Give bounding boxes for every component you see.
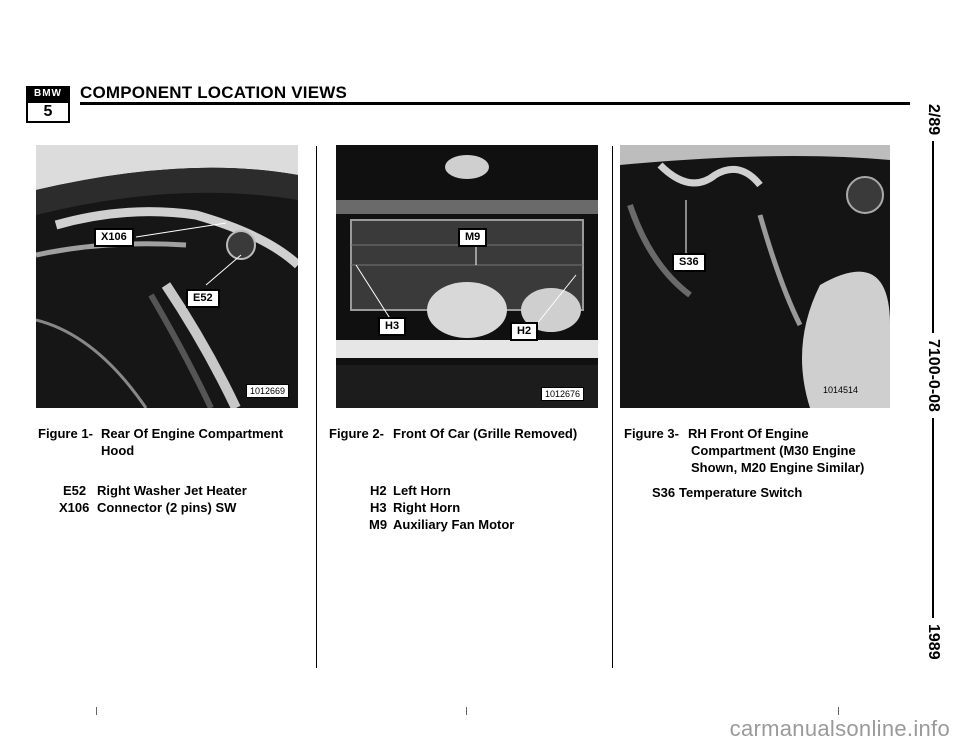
legend-text: Temperature Switch (679, 485, 803, 500)
column-divider (316, 146, 317, 668)
figure-2-label: Figure 2- (329, 426, 384, 441)
photo-number: 1014514 (823, 385, 859, 395)
callout-h2: H2 (510, 322, 538, 341)
figure-3-title-line: Shown, M20 Engine Similar) (691, 460, 865, 475)
logo-brand: BMW (26, 86, 70, 101)
callout-x106: X106 (94, 228, 134, 247)
scan-mark (838, 707, 839, 715)
legend-code: S36 (652, 485, 676, 500)
figure-1-photo (36, 145, 298, 408)
legend-code: M9 (369, 517, 388, 532)
logo-series: 5 (26, 101, 70, 123)
scan-mark (466, 707, 467, 715)
callout-h3: H3 (378, 317, 406, 336)
page-title: COMPONENT LOCATION VIEWS (80, 83, 348, 102)
legend-text: Connector (2 pins) SW (97, 500, 237, 515)
figure-2-title-line: Front Of Car (Grille Removed) (393, 426, 578, 441)
column-divider (612, 146, 613, 668)
callout-s36: S36 (672, 253, 706, 272)
header-rule (80, 102, 910, 105)
legend-code: H2 (370, 483, 387, 498)
figure-3-title-line: Compartment (M30 Engine (691, 443, 856, 458)
figure-3-title-line: RH Front Of Engine (688, 426, 809, 441)
figure-2-photo (336, 145, 598, 408)
rh-engine-illustration (620, 145, 890, 408)
legend-text: Right Horn (393, 500, 461, 515)
bmw-5-series-logo (26, 86, 70, 122)
figure-1-title-line: Rear Of Engine Compartment (101, 426, 284, 441)
side-doc-number: 7100-0-08 (922, 333, 944, 418)
figure-3-photo (620, 145, 890, 408)
photo-number: 1012676 (541, 387, 584, 401)
figure-3-label: Figure 3- (624, 426, 679, 441)
side-year: 1989 (922, 618, 944, 666)
photo-number: 1012669 (246, 384, 289, 398)
figure-1-label: Figure 1- (38, 426, 93, 441)
legend-text: Auxiliary Fan Motor (393, 517, 515, 532)
legend-text: Left Horn (393, 483, 451, 498)
legend-code: E52 (63, 483, 87, 498)
legend-text: Right Washer Jet Heater (97, 483, 247, 498)
legend-code: H3 (370, 500, 387, 515)
watermark: carmanualsonline.info (729, 716, 950, 741)
scan-mark (96, 707, 97, 715)
callout-m9: M9 (458, 228, 487, 247)
engine-hood-illustration (36, 145, 298, 408)
callout-e52: E52 (186, 289, 220, 308)
car-front-illustration (336, 145, 598, 408)
figure-1-title-line: Hood (101, 443, 135, 458)
legend-code: X106 (59, 500, 90, 515)
side-date: 2/89 (922, 98, 944, 141)
